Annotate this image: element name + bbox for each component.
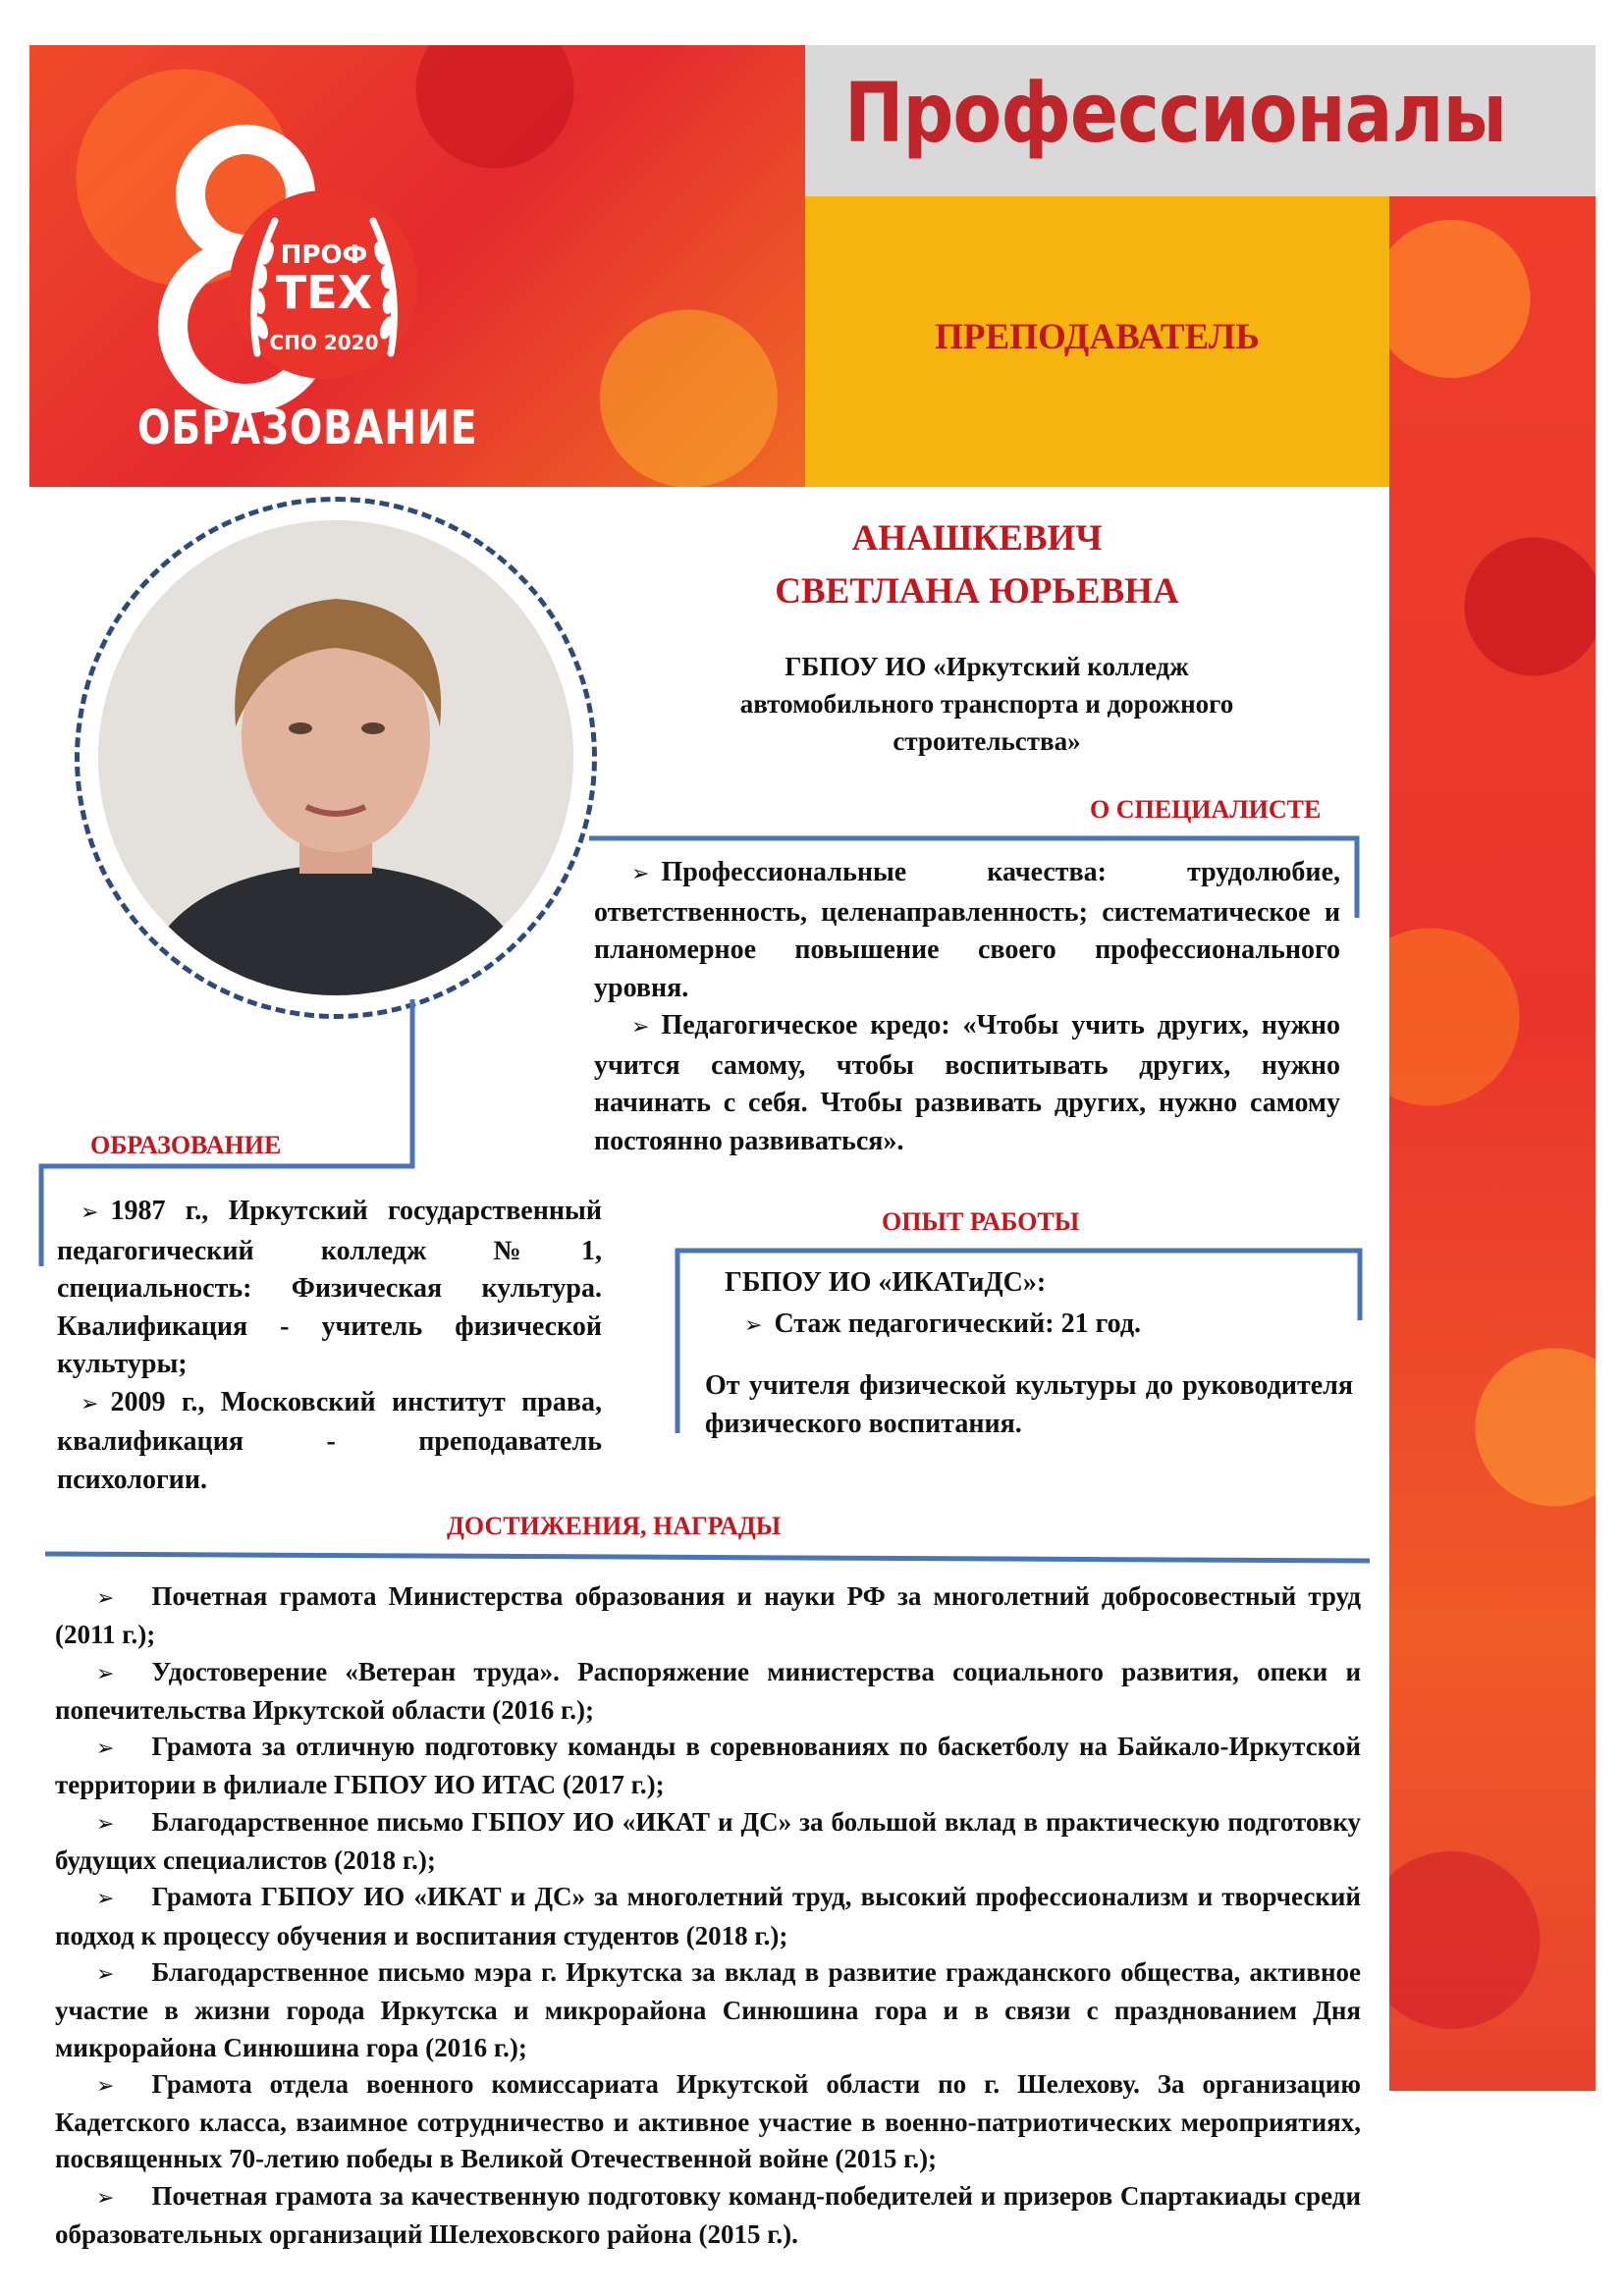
about-heading: О СПЕЦИАЛИСТЕ [1090,795,1322,824]
achievement-text: Грамота за отличную подготовку команды в соревнованиях по баскетболу на Байкало-Иркутской территории в филиале ГБПОУ ИО ИТАС (2017 г.); [55,1732,1361,1800]
achievements-heading: ДОСТИЖЕНИЯ, НАГРАДЫ [447,1512,782,1540]
person-surname: АНАШКЕВИЧ [851,518,1103,559]
person-organisation [628,648,1345,760]
arrow-bullet-icon: ➢ [631,862,650,886]
achievement-text: Благодарственное письмо мэра г. Иркутска за вклад в развитие гражданского общества, активное участие в жизни города Иркутска и микрорайона Синюшина гора и в связи с празднованием Дня микрорайона Синюшина гора (2016 г.); [55,1956,1361,2062]
achievements-list [55,1578,1361,2253]
arrow-bullet-icon: ➢ [96,2185,115,2211]
about-item [594,1007,1340,1160]
experience-stage-text: Стаж педагогический: 21 год. [774,1308,1141,1339]
achievement-item [55,1578,1361,1654]
logo-line1: ПРОФ [280,240,368,270]
achievement-text: Почетная грамота за качественную подготовку команд-победителей и призеров Спартакиады среди образовательных организаций Шелеховского района (2015 г.). [55,2180,1361,2250]
logo-line3: СПО 2020 [269,331,379,354]
arrow-bullet-icon: ➢ [96,1661,115,1686]
logo-line2: ТЕХ [275,266,373,319]
arrow-bullet-icon: ➢ [96,1811,115,1837]
experience-heading: ОПЫТ РАБОТЫ [882,1207,1080,1236]
achievement-item [55,1879,1361,1954]
arrow-bullet-icon: ➢ [631,1015,650,1040]
achievement-text: Грамота отдела военного комиссариата Иркутской области по г. Шелехову. За организацию Кадетского класса, взаимное сотрудничество и активное участие в военно-патриотических мероприятиях, посвященных 70-летию победы в Великой Отечественной войне (2015 г.); [55,2068,1361,2174]
about-item [594,854,1340,1007]
education-heading: ОБРАЗОВАНИЕ [90,1131,282,1159]
education-item-text: 2009 г., Московский институт права, квалификация - преподаватель психологии. [57,1386,602,1495]
achievement-item [55,1729,1361,1804]
org-line-3: строительства» [893,726,1081,756]
education-item [57,1384,602,1500]
achievement-item [55,2066,1361,2178]
person-name [628,512,1326,618]
arrow-bullet-icon: ➢ [81,1201,99,1225]
experience-path: От учителя физической культуры до руководителя физического воспитания. [705,1370,1353,1439]
achievement-text: Благодарственное письмо ГБПОУ ИО «ИКАТ и ДС» за большой вклад в практическую подготовку будущих специалистов (2018 г.); [55,1806,1361,1876]
achievement-text: Удостоверение «Ветеран труда». Распоряжение министерства социального развития, опеки и попечительства Иркутской области (2016 г.); [55,1656,1361,1725]
achievement-text: Почетная грамота Министерства образования и науки РФ за многолетний добросовестный труд (2011 г.); [55,1581,1361,1650]
person-given-names: СВЕТЛАНА ЮРЬЕВНА [775,571,1179,612]
org-line-1: ГБПОУ ИО «Иркутский колледж [785,652,1189,681]
role-title: ПРЕПОДАВАТЕЛЬ [935,317,1260,357]
arrow-bullet-icon: ➢ [96,1586,115,1611]
arrow-bullet-icon: ➢ [96,1736,115,1762]
arrow-bullet-icon: ➢ [96,2073,115,2099]
logo-caption: ОБРАЗОВАНИЕ [137,400,478,455]
arrow-bullet-icon: ➢ [96,1887,115,1912]
about-item-text: Педагогическое кредо: «Чтобы учить других, нужно учится самому, чтобы воспитывать других, нужно начинать с себя. Чтобы развивать других, нужно самому постоянно развиваться». [594,1010,1340,1156]
achievement-item [55,1804,1361,1880]
education-section [57,1193,602,1499]
education-item [57,1193,602,1384]
achievement-item [55,1954,1361,2066]
arrow-bullet-icon: ➢ [96,1961,115,1987]
page-title: Профессионалы [844,65,1507,161]
achievement-item [55,1654,1361,1730]
about-item-text: Профессиональные качества: трудолюбие, ответственность, целенаправленность; систематическое и планомерное повышение своего профессионального уровня. [594,857,1340,1003]
arrow-bullet-icon: ➢ [81,1391,99,1416]
experience-org: ГБПОУ ИО «ИКАТиДС»: [725,1267,1047,1298]
experience-stage [744,1306,1333,1346]
achievement-item [55,2178,1361,2254]
education-item-text: 1987 г., Иркутский государственный педагогический колледж №1, специальность: Физическая культура. Квалификация - учитель физической культуры; [57,1196,602,1379]
about-section [594,854,1340,1160]
org-line-2: автомобильного транспорта и дорожного [739,689,1234,719]
arrow-bullet-icon: ➢ [744,1313,763,1338]
achievement-text: Грамота ГБПОУ ИО «ИКАТ и ДС» за многолетний труд, высокий профессионализм и творческий подход к процессу обучения и воспитания студентов (2018 г.); [55,1882,1361,1950]
